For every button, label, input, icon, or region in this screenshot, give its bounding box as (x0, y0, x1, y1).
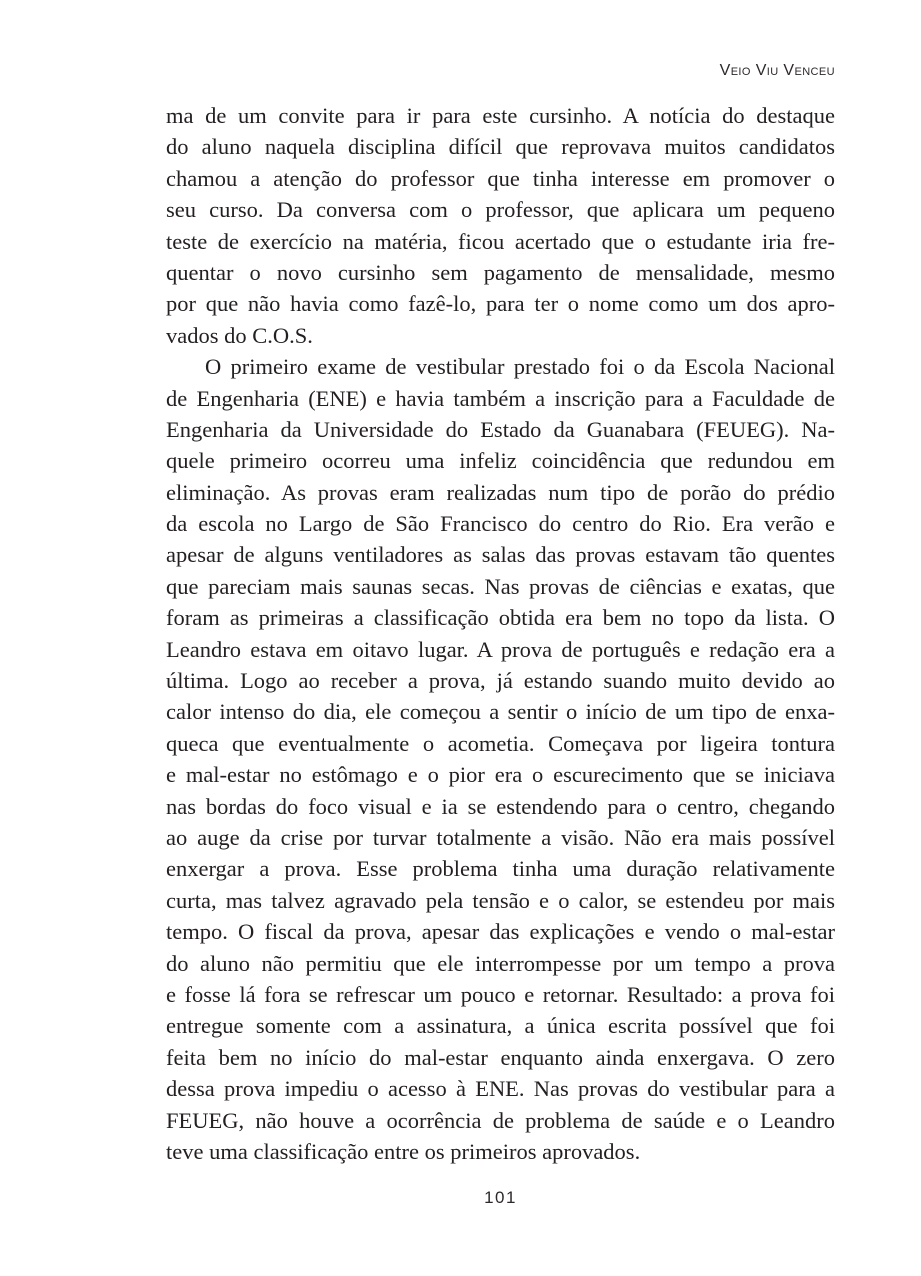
text-line: do aluno naquela disciplina difícil que reprovava muitos candidatos (166, 134, 835, 160)
text-line: eliminação. As provas eram realizadas num tipo de porão do prédio (166, 479, 835, 505)
running-header: Veio Viu Venceu (719, 62, 835, 79)
text-line: vados do C.O.S. (166, 322, 313, 348)
text-line: e fosse lá fora se refrescar um pouco e retornar. Resultado: a prova foi (166, 981, 835, 1007)
text-line: entregue somente com a assinatura, a única escrita possível que foi (166, 1013, 835, 1039)
text-line: última. Logo ao receber a prova, já estando suando muito devido ao (166, 668, 835, 694)
text-line: Engenharia da Universidade do Estado da Guanabara (FEUEG). Na- (166, 416, 835, 442)
text-line: queca que eventualmente o acometia. Começava por ligeira tontura (166, 730, 835, 756)
text-line: do aluno não permitiu que ele interrompesse por um tempo a prova (166, 950, 835, 976)
text-line: que pareciam mais saunas secas. Nas provas de ciências e exatas, que (166, 573, 835, 599)
text-line: nas bordas do foco visual e ia se estendendo para o centro, chegando (166, 793, 835, 819)
text-line: ao auge da crise por turvar totalmente a visão. Não era mais possível (166, 824, 835, 850)
text-line: tempo. O fiscal da prova, apesar das explicações e vendo o mal-estar (166, 919, 835, 945)
text-line: curta, mas talvez agravado pela tensão e o calor, se estendeu por mais (166, 887, 835, 913)
text-line: enxergar a prova. Esse problema tinha uma duração relativamente (166, 856, 835, 882)
text-line: FEUEG, não houve a ocorrência de problema de saúde e o Leandro (166, 1107, 835, 1133)
text-line: calor intenso do dia, ele começou a sentir o início de um tipo de enxa- (166, 699, 835, 725)
text-line: teste de exercício na matéria, ficou acertado que o estudante iria fre- (166, 228, 835, 254)
text-line: teve uma classificação entre os primeiros aprovados. (166, 1138, 641, 1164)
text-line: seu curso. Da conversa com o professor, que aplicara um pequeno (166, 197, 835, 223)
text-line: de Engenharia (ENE) e havia também a inscrição para a Faculdade de (166, 385, 835, 411)
text-line: apesar de alguns ventiladores as salas das provas estavam tão quentes (166, 542, 835, 568)
text-line: quele primeiro ocorreu uma infeliz coincidência que redundou em (166, 448, 835, 474)
text-line: e mal-estar no estômago e o pior era o escurecimento que se iniciava (166, 762, 835, 788)
text-line: feita bem no início do mal-estar enquanto ainda enxergava. O zero (166, 1044, 835, 1070)
text-line: por que não havia como fazê-lo, para ter o nome como um dos apro- (166, 291, 835, 317)
text-line: O primeiro exame de vestibular prestado foi o da Escola Nacional (205, 354, 835, 380)
text-line: chamou a atenção do professor que tinha interesse em promover o (166, 165, 835, 191)
text-line: dessa prova impediu o acesso à ENE. Nas provas do vestibular para a (166, 1076, 835, 1102)
text-line: ma de um convite para ir para este cursinho. A notícia do destaque (166, 103, 835, 128)
text-line: foram as primeiras a classificação obtida era bem no topo da lista. O (166, 605, 835, 631)
text-line: Leandro estava em oitavo lugar. A prova de português e redação era a (166, 636, 835, 662)
body-text (166, 100, 835, 1167)
page-number: 101 (484, 1188, 517, 1207)
text-line: da escola no Largo de São Francisco do centro do Rio. Era verão e (166, 511, 835, 537)
text-line: quentar o novo cursinho sem pagamento de mensalidade, mesmo (166, 259, 835, 285)
